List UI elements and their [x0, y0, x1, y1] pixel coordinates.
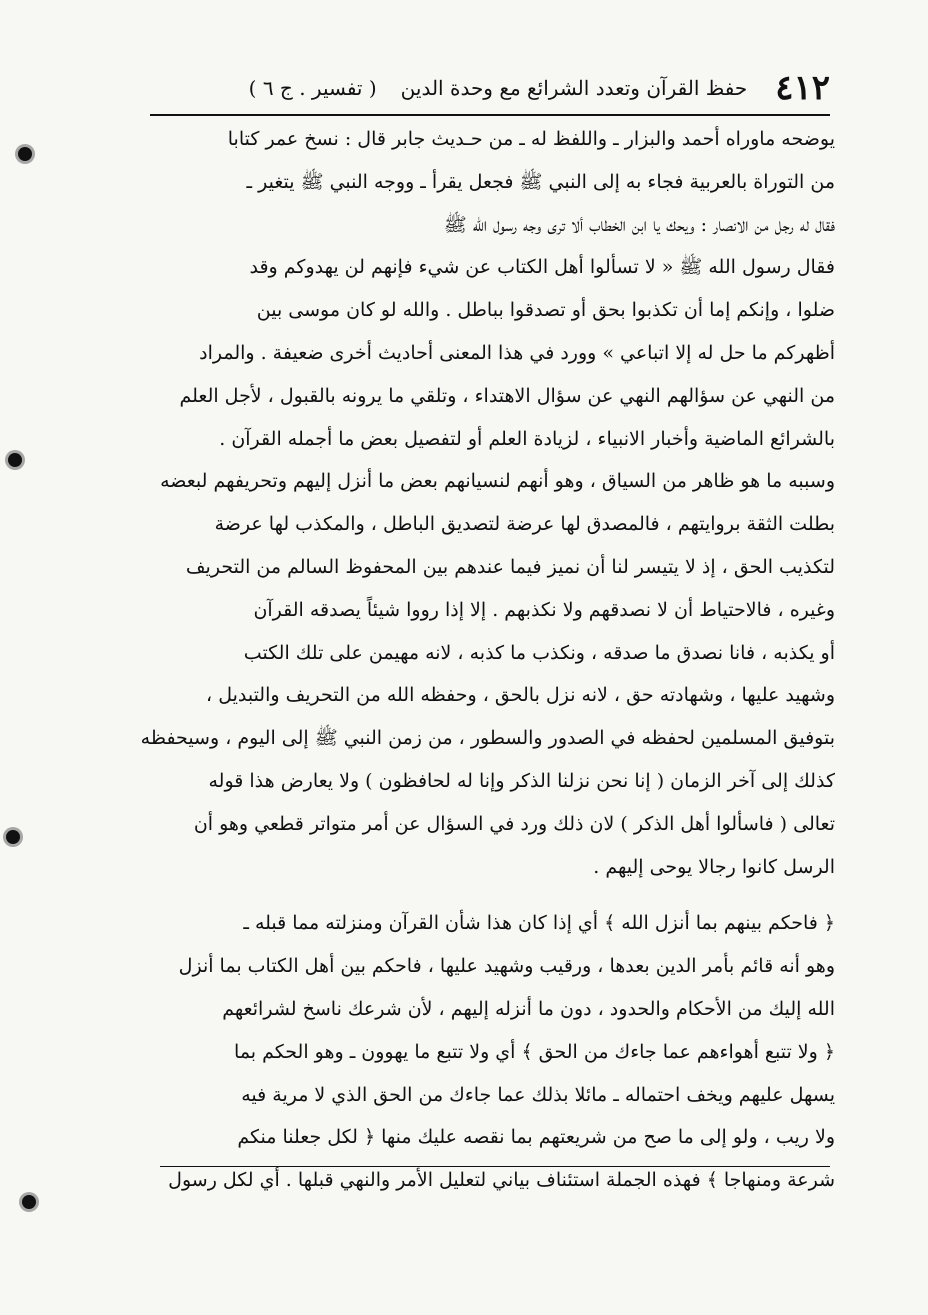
text-line: كذلك إلى آخر الزمان ( إنا نحن نزلنا الذكر وإنا له لحافظون ) ولا يعارض هذا قوله	[208, 769, 835, 792]
binding-hole-icon	[6, 830, 20, 844]
binding-hole-icon	[18, 147, 32, 161]
main-text	[140, 118, 835, 1202]
page-number: ٤١٢	[775, 68, 830, 108]
running-title: حفظ القرآن وتعدد الشرائع مع وحدة الدين	[400, 76, 748, 100]
text-line: بتوفيق المسلمين لحفظه في الصدور والسطور ، من زمن النبي ﷺ إلى اليوم ، وسيحفظه	[140, 727, 835, 750]
text-line: الرسل كانوا رجالا يوحى إليهم .	[593, 855, 835, 878]
text-line: وسببه ما هو ظاهر من السياق ، وهو أنهم لنسيانهم بعض ما أنزل إليهم وتحريفهم لبعضه	[160, 470, 835, 493]
text-line: وشهيد عليها ، وشهادته حق ، لانه نزل بالحق ، وحفظه الله من التحريف والتبديل ،	[206, 684, 835, 707]
text-line: ﴿ ولا تتبع أهواءهم عما جاءك من الحق ﴾ أي ولا تتبع ما يهوون ـ وهو الحكم بما	[234, 1040, 835, 1063]
text-line: وهو أنه قائم بأمر الدين بعدها ، ورقيب وشهيد عليها ، فاحكم بين أهل الكتاب بما أنزل	[178, 955, 835, 978]
text-line: تعالى ( فاسألوا أهل الذكر ) لان ذلك ورد في السؤال عن أمر متواتر قطعي وهو أن	[193, 812, 835, 835]
page-header	[150, 66, 830, 110]
text-line: أو يكذبه ، فانا نصدق ما صدقه ، ونكذب ما كذبه ، لانه مهيمن على تلك الكتب	[243, 641, 835, 664]
text-line: بالشرائع الماضية وأخبار الانبياء ، لزيادة العلم أو لتفصيل بعض ما أجمله القرآن .	[219, 427, 835, 450]
volume-label: ( تفسير . ج ٦ )	[248, 76, 377, 100]
text-line: الله إليك من الأحكام والحدود ، دون ما أنزله إليهم ، لأن شرعك ناسخ لشرائعهم	[222, 997, 835, 1020]
text-line: أظهركم ما حل له إلا اتباعي » وورد في هذا المعنى أحاديث أخرى ضعيفة . والمراد	[199, 341, 835, 364]
binding-hole-icon	[8, 453, 22, 467]
text-line: بطلت الثقة بروايتهم ، فالمصدق لها عرضة لتصديق الباطل ، والمكذب لها عرضة	[214, 513, 835, 536]
text-line: يسهل عليهم ويخف احتماله ـ مائلا بذلك عما جاءك من الحق الذي لا مرية فيه	[241, 1083, 835, 1106]
text-line: وغيره ، فالاحتياط أن لا نصدقهم ولا نكذبهم . إلا إذا رووا شيئاً يصدقه القرآن	[253, 598, 835, 621]
text-line: يوضحه ماوراه أحمد والبزار ـ واللفظ له ـ من حـديث جابر قال : نسخ عمر كتابا	[227, 128, 835, 150]
paragraph-gap	[140, 888, 835, 902]
text-line: لتكذيب الحق ، إذ لا يتيسر لنا أن نميز فيما عندهم بين المحفوظ السالم من التحريف	[185, 555, 835, 578]
text-line: من التوراة بالعربية فجاء به إلى النبي ﷺ فجعل يقرأ ـ ووجه النبي ﷺ يتغير ـ	[246, 170, 835, 193]
text-line: ضلوا ، وإنكم إما أن تكذبوا بحق أو تصدقوا بباطل . والله لو كان موسى بين	[256, 299, 835, 322]
binding-hole-icon	[22, 1195, 36, 1209]
text-line: شرعة ومنهاجا ﴾ فهذه الجملة استئناف بياني لتعليل الأمر والنهي قبلها . أي لكل رسول	[168, 1169, 835, 1192]
text-line: فقال له رجل من الانصار : ويحك يا ابن الخطاب ألا ترى وجه رسول الله ﷺ	[443, 213, 835, 236]
text-line: من النهي عن سؤالهم النهي عن سؤال الاهتداء ، وتلقي ما يرونه بالقبول ، لأجل العلم	[179, 384, 835, 407]
header-rule	[150, 114, 830, 116]
separator-rule	[160, 1166, 830, 1167]
text-line: فقال رسول الله ﷺ « لا تسألوا أهل الكتاب عن شيء فإنهم لن يهدوكم وقد	[249, 256, 835, 279]
text-line: ولا ريب ، ولو إلى ما صح من شريعتهم بما نقصه عليك منها ﴿ لكل جعلنا منكم	[237, 1126, 835, 1149]
text-line: ﴿ فاحكم بينهم بما أنزل الله ﴾ أي إذا كان هذا شأن القرآن ومنزلته مما قبله ـ	[243, 912, 835, 935]
